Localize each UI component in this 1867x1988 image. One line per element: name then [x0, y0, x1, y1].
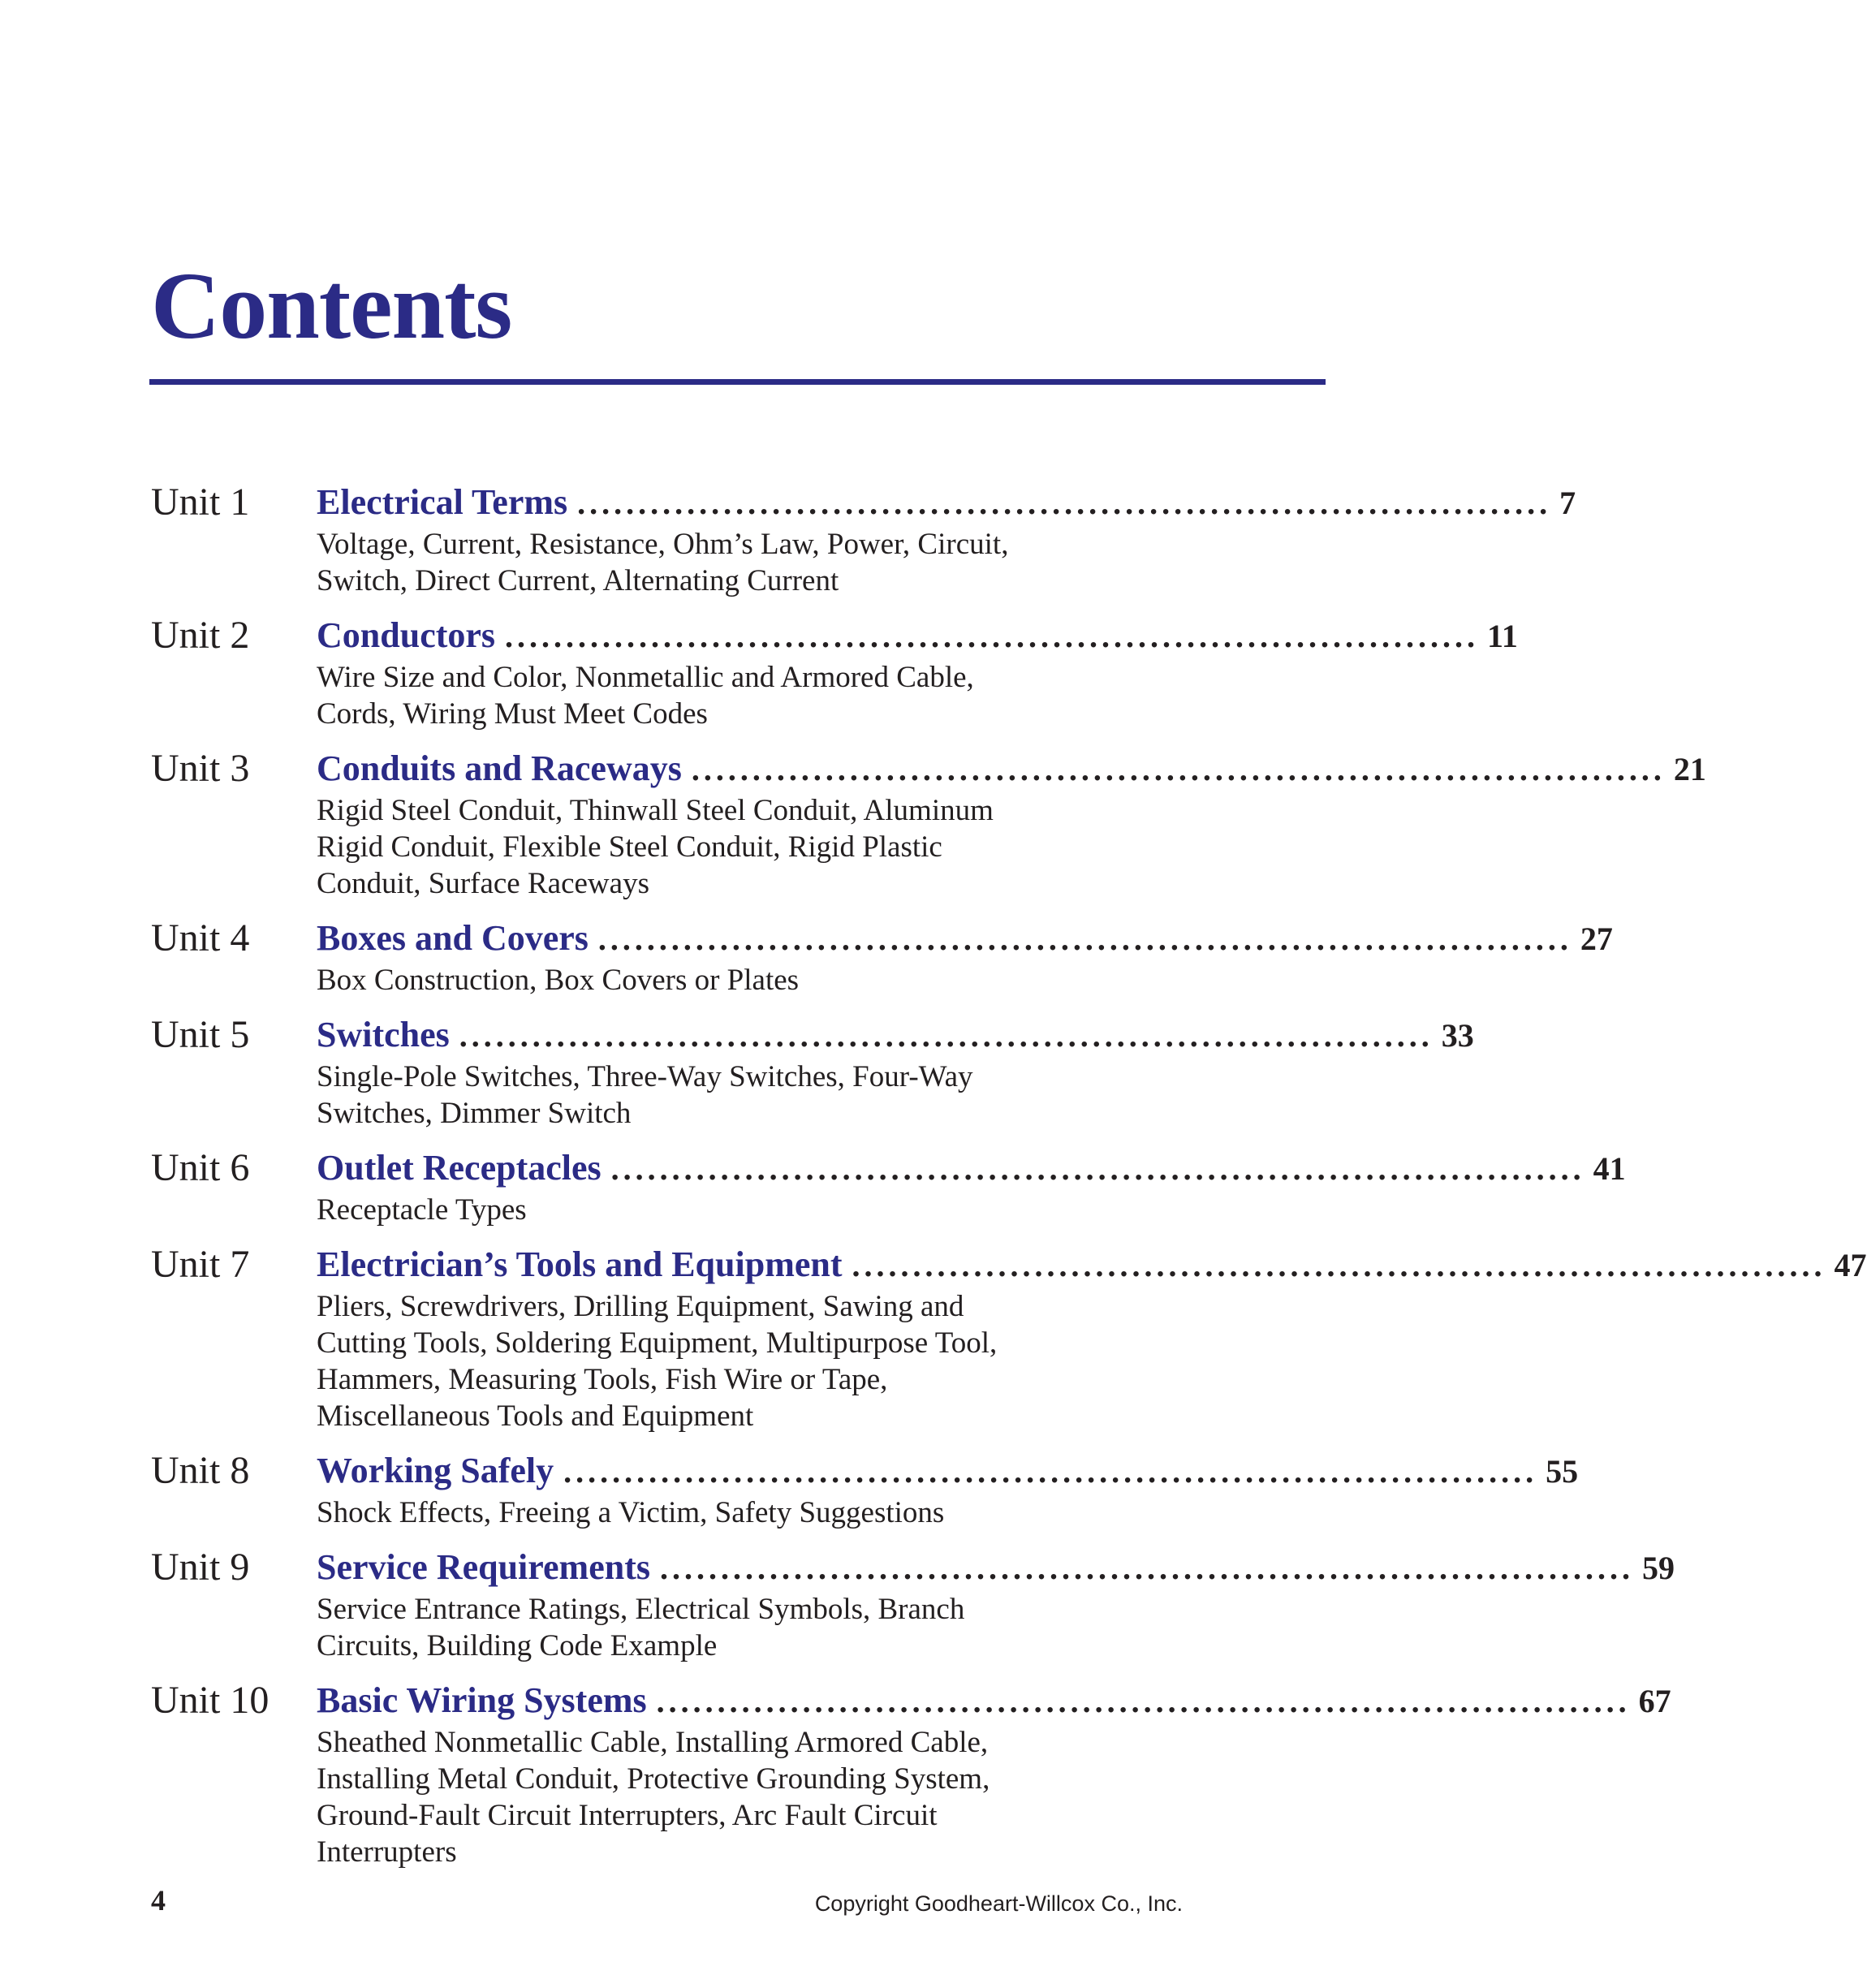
unit-title: Conductors — [317, 615, 496, 655]
unit-title: Switches — [317, 1015, 450, 1054]
unit-title: Electrical Terms — [317, 482, 568, 522]
unit-title: Service Requirements — [317, 1547, 650, 1587]
unit-page-number: 41 — [1593, 1150, 1626, 1187]
unit-topics — [317, 659, 1096, 732]
unit-label: Unit 4 — [151, 916, 250, 960]
toc-title-line — [317, 1544, 1675, 1591]
unit-title: Conduits and Raceways — [317, 748, 682, 788]
toc-entry — [151, 915, 1613, 998]
unit-page-number: 33 — [1441, 1017, 1474, 1054]
dot-leader: ................................................................................ — [505, 618, 1480, 654]
toc-entry — [151, 479, 1576, 599]
dot-leader: ................................................................................ — [852, 1247, 1826, 1283]
dot-leader: ................................................................................ — [563, 1453, 1538, 1490]
toc-title-line — [317, 1145, 1626, 1192]
toc-entry-body — [317, 1145, 1626, 1228]
toc-entry — [151, 1011, 1474, 1132]
toc-entry-body — [317, 915, 1613, 998]
topic-line: Cutting Tools, Soldering Equipment, Multipurpose Tool, — [317, 1326, 998, 1360]
toc-title-line — [317, 745, 1706, 792]
toc-entry — [151, 1145, 1626, 1228]
toc-title-line — [317, 479, 1576, 526]
dot-leader: ................................................................................ — [577, 485, 1552, 521]
topic-line: Conduit, Surface Raceways — [317, 867, 649, 900]
toc-title-line — [317, 915, 1613, 962]
topic-line: Switches, Dimmer Switch — [317, 1097, 632, 1130]
unit-topics — [317, 1724, 1096, 1870]
unit-page-number: 55 — [1546, 1453, 1579, 1490]
topic-line: Pliers, Screwdrivers, Drilling Equipment, Sawing and — [317, 1290, 964, 1323]
unit-label: Unit 9 — [151, 1546, 250, 1589]
toc-entry — [151, 745, 1706, 902]
topic-line: Service Entrance Ratings, Electrical Symbols, Branch — [317, 1593, 965, 1626]
unit-label: Unit 2 — [151, 614, 250, 657]
unit-label: Unit 8 — [151, 1449, 250, 1492]
unit-topics — [317, 1494, 1096, 1531]
unit-topics — [317, 526, 1096, 599]
dot-leader: ................................................................................ — [459, 1017, 1434, 1054]
unit-page-number: 21 — [1673, 751, 1706, 787]
unit-title: Outlet Receptacles — [317, 1148, 601, 1188]
unit-topics — [317, 1288, 1096, 1434]
unit-topics — [317, 962, 1096, 998]
topic-line: Cords, Wiring Must Meet Codes — [317, 697, 708, 731]
unit-topics — [317, 1059, 1096, 1132]
dot-leader: ................................................................................ — [656, 1683, 1631, 1719]
toc-title-line — [317, 1677, 1671, 1724]
unit-label: Unit 3 — [151, 747, 250, 790]
topic-line: Voltage, Current, Resistance, Ohm’s Law, Power, Circuit, — [317, 528, 1009, 561]
table-of-contents — [151, 479, 1867, 1883]
unit-label: Unit 7 — [151, 1243, 250, 1286]
toc-entry-body — [317, 1011, 1474, 1132]
topic-line: Rigid Conduit, Flexible Steel Conduit, Rigid Plastic — [317, 830, 942, 864]
toc-entry-body — [317, 1677, 1671, 1870]
unit-title: Working Safely — [317, 1451, 554, 1490]
topic-line: Rigid Steel Conduit, Thinwall Steel Conduit, Aluminum — [317, 794, 994, 827]
toc-entry-body — [317, 612, 1518, 732]
toc-title-line — [317, 1447, 1579, 1494]
toc-entry-body — [317, 745, 1706, 902]
topic-line: Shock Effects, Freeing a Victim, Safety Suggestions — [317, 1496, 945, 1529]
topic-line: Box Construction, Box Covers or Plates — [317, 964, 800, 997]
unit-page-number: 59 — [1641, 1550, 1675, 1586]
unit-label: Unit 5 — [151, 1013, 250, 1056]
unit-topics — [317, 1192, 1096, 1228]
topic-line: Switch, Direct Current, Alternating Current — [317, 564, 839, 597]
toc-title-line — [317, 1011, 1474, 1059]
unit-topics — [317, 792, 1096, 902]
topic-line: Miscellaneous Tools and Equipment — [317, 1399, 754, 1433]
unit-page-number: 47 — [1834, 1247, 1867, 1283]
topic-line: Receptacle Types — [317, 1193, 527, 1227]
page-number: 4 — [151, 1884, 166, 1917]
toc-entry-body — [317, 479, 1576, 599]
unit-label: Unit 1 — [151, 481, 250, 524]
unit-label: Unit 10 — [151, 1679, 269, 1722]
unit-page-number: 27 — [1580, 921, 1613, 957]
dot-leader: ................................................................................ — [691, 751, 1666, 787]
unit-page-number: 67 — [1638, 1683, 1671, 1719]
toc-entry — [151, 1677, 1671, 1870]
topic-line: Hammers, Measuring Tools, Fish Wire or Tape, — [317, 1363, 888, 1396]
topic-line: Wire Size and Color, Nonmetallic and Armored Cable, — [317, 661, 974, 694]
dot-leader: ................................................................................ — [610, 1150, 1585, 1187]
topic-line: Circuits, Building Code Example — [317, 1629, 718, 1662]
dot-leader: ................................................................................ — [597, 921, 1572, 957]
topic-line: Sheathed Nonmetallic Cable, Installing Armored Cable, — [317, 1726, 989, 1759]
toc-title-line — [317, 612, 1518, 659]
toc-entry-body — [317, 1241, 1867, 1434]
unit-page-number: 11 — [1487, 618, 1518, 654]
toc-entry — [151, 1447, 1579, 1531]
toc-entry — [151, 1544, 1675, 1664]
unit-title: Electrician’s Tools and Equipment — [317, 1244, 843, 1284]
topic-line: Installing Metal Conduit, Protective Grounding System, — [317, 1762, 990, 1796]
unit-topics — [317, 1591, 1096, 1664]
toc-title-line — [317, 1241, 1867, 1288]
unit-label: Unit 6 — [151, 1146, 250, 1189]
toc-entry — [151, 612, 1518, 732]
unit-page-number: 7 — [1559, 485, 1576, 521]
title-rule — [149, 379, 1326, 385]
toc-entry — [151, 1241, 1867, 1434]
copyright-notice: Copyright Goodheart-Willcox Co., Inc. — [814, 1891, 1183, 1916]
unit-title: Boxes and Covers — [317, 918, 589, 958]
topic-line: Ground-Fault Circuit Interrupters, Arc Fault Circuit — [317, 1799, 938, 1832]
toc-entry-body — [317, 1544, 1675, 1664]
topic-line: Single-Pole Switches, Three-Way Switches, Four-Way — [317, 1060, 973, 1093]
dot-leader: ................................................................................ — [659, 1550, 1634, 1586]
toc-entry-body — [317, 1447, 1579, 1531]
page-title: Contents — [151, 252, 512, 359]
topic-line: Interrupters — [317, 1835, 457, 1869]
unit-title: Basic Wiring Systems — [317, 1680, 647, 1720]
